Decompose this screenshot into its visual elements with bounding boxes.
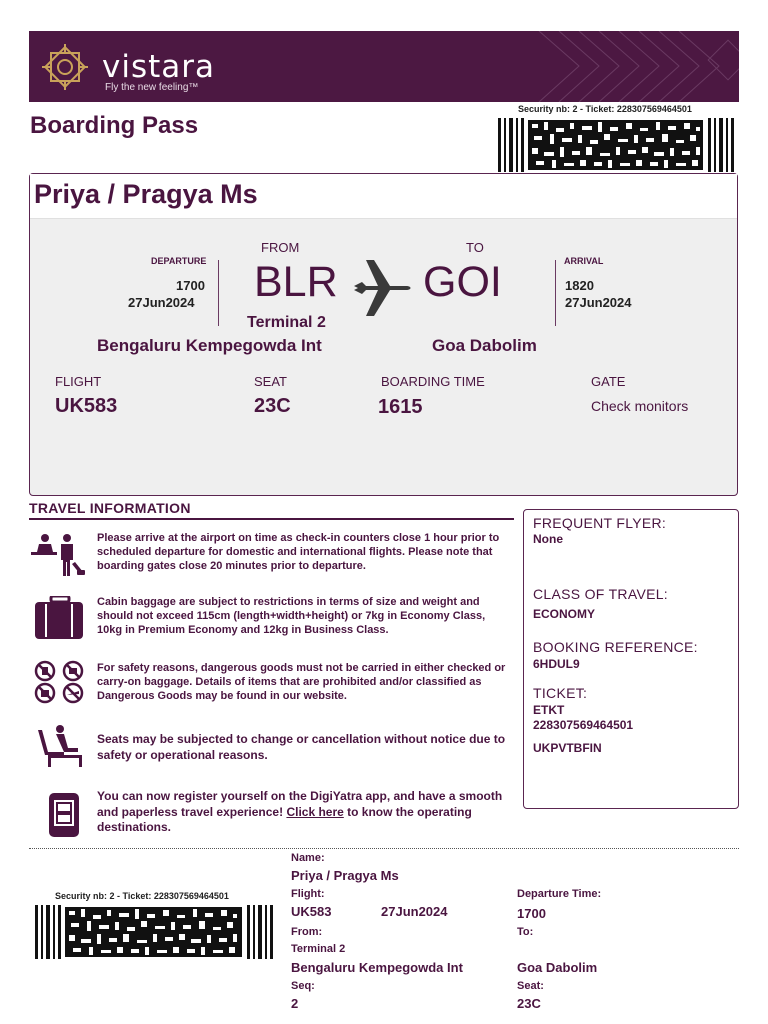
airplane-icon xyxy=(352,258,414,318)
departure-time: 1700 xyxy=(176,278,205,293)
flight-label: FLIGHT xyxy=(55,374,102,389)
barcode-stub xyxy=(35,905,275,959)
stub-from-label: From: xyxy=(291,926,323,938)
security-ticket-line: Security nb: 2 - Ticket: 228307569464501 xyxy=(518,104,692,114)
travel-info-text-5 xyxy=(97,789,509,836)
ticket-label: TICKET: xyxy=(533,685,588,701)
frequent-flyer-label: FREQUENT FLYER: xyxy=(533,515,667,531)
stub-departure-time-value: 1700 xyxy=(517,906,546,921)
ticket-type: ETKT xyxy=(533,703,565,717)
brand-tagline: Fly the new feeling™ xyxy=(105,82,199,93)
stub-flight-date: 27Jun2024 xyxy=(381,904,448,919)
page-title: Boarding Pass xyxy=(30,112,199,139)
stub-name-label: Name: xyxy=(291,852,325,864)
seat-change-icon xyxy=(36,724,88,768)
banner-pattern xyxy=(519,31,739,102)
digiyatra-phone-icon xyxy=(48,792,82,838)
barcode-top xyxy=(498,118,736,172)
arrival-divider xyxy=(555,260,556,326)
stub-flight-label: Flight: xyxy=(291,888,325,900)
booking-details-panel xyxy=(523,509,739,809)
stub-to-label: To: xyxy=(517,926,534,938)
travel-info-title: TRAVEL INFORMATION xyxy=(29,500,191,516)
stub-seq-value: 2 xyxy=(291,996,299,1011)
class-of-travel-value: ECONOMY xyxy=(533,607,596,621)
travel-info-text-1: Please arrive at the airport on time as check-in counters close 1 hour prior to scheduled departure for domestic and international flights. Please note that boarding gates close 20 minutes prior to departure. xyxy=(97,532,500,572)
flight-card xyxy=(29,173,738,496)
to-label: TO xyxy=(466,240,484,255)
travel-info-underline xyxy=(29,518,514,520)
travel-info-text-3: For safety reasons, dangerous goods must not be carried in either checked or carry-on baggage. Details of items that are prohibited and/or classified as Dangerous Goods may be found in our website. xyxy=(97,662,506,702)
arrival-time: 1820 xyxy=(565,278,594,293)
boarding-time: 1615 xyxy=(378,396,423,418)
dangerous-goods-icon xyxy=(34,660,86,704)
stub-name-value: Priya / Pragya Ms xyxy=(291,868,399,883)
from-city: Bengaluru Kempegowda Int xyxy=(97,336,322,355)
stub-seat-value: 23C xyxy=(517,996,541,1011)
stub-seat-label: Seat: xyxy=(517,980,544,992)
travel-info-text-2: Cabin baggage are subject to restrictions in terms of size and weight and should not exceed 115cm (length+width+height) or 7kg in Economy Class, 10kg in Premium Economy and 12kg in Business Class. xyxy=(97,596,486,636)
class-of-travel-label: CLASS OF TRAVEL: xyxy=(533,586,668,602)
stub-to-city: Goa Dabolim xyxy=(517,960,598,975)
ticket-number: 228307569464501 xyxy=(533,718,634,732)
travel-info-text-4: Seats may be subjected to change or cancellation without notice due to safety or operational reasons. xyxy=(97,732,506,762)
digiyatra-text-after: to know the operating destinations. xyxy=(97,804,472,834)
departure-divider xyxy=(218,260,219,326)
to-city: Goa Dabolim xyxy=(432,336,537,355)
departure-date: 27Jun2024 xyxy=(128,295,195,310)
digiyatra-text-before: You can now register yourself on the DigiYatra app, and have a smooth and paperless travel experience! xyxy=(97,789,503,819)
booking-reference-label: BOOKING REFERENCE: xyxy=(533,639,698,655)
frequent-flyer-value: None xyxy=(533,532,563,546)
arrival-date: 27Jun2024 xyxy=(565,295,632,310)
cabin-baggage-icon xyxy=(35,596,85,640)
to-code: GOI xyxy=(423,258,502,306)
arrival-label: ARRIVAL xyxy=(564,256,604,266)
stub-from-city: Bengaluru Kempegowda Int xyxy=(291,960,463,975)
flight-number: UK583 xyxy=(55,395,118,417)
boarding-time-label: BOARDING TIME xyxy=(381,374,485,389)
from-code: BLR xyxy=(254,258,338,306)
seat-number: 23C xyxy=(254,395,291,417)
brand-banner xyxy=(29,31,739,102)
terminal: Terminal 2 xyxy=(247,314,326,331)
check-in-counter-icon xyxy=(31,532,89,578)
stub-departure-time-label: Departure Time: xyxy=(517,888,602,900)
passenger-name: Priya / Pragya Ms xyxy=(34,179,258,209)
stub-seq-label: Seq: xyxy=(291,980,315,992)
gate-label: GATE xyxy=(591,374,626,389)
digiyatra-click-here-link[interactable]: Click here xyxy=(286,804,344,819)
departure-label: DEPARTURE xyxy=(151,256,207,266)
vistara-logo-icon xyxy=(37,40,93,94)
brand-name: vistara xyxy=(102,49,216,85)
stub-security-ticket-line: Security nb: 2 - Ticket: 228307569464501 xyxy=(55,891,229,901)
ticket-code: UKPVTBFIN xyxy=(533,741,602,755)
booking-reference-value: 6HDUL9 xyxy=(533,657,580,671)
gate-value: Check monitors xyxy=(591,398,689,414)
tear-line xyxy=(29,848,739,849)
from-label: FROM xyxy=(261,240,300,255)
stub-flight-value: UK583 xyxy=(291,904,332,919)
stub-terminal: Terminal 2 xyxy=(291,943,346,955)
seat-label: SEAT xyxy=(254,374,287,389)
